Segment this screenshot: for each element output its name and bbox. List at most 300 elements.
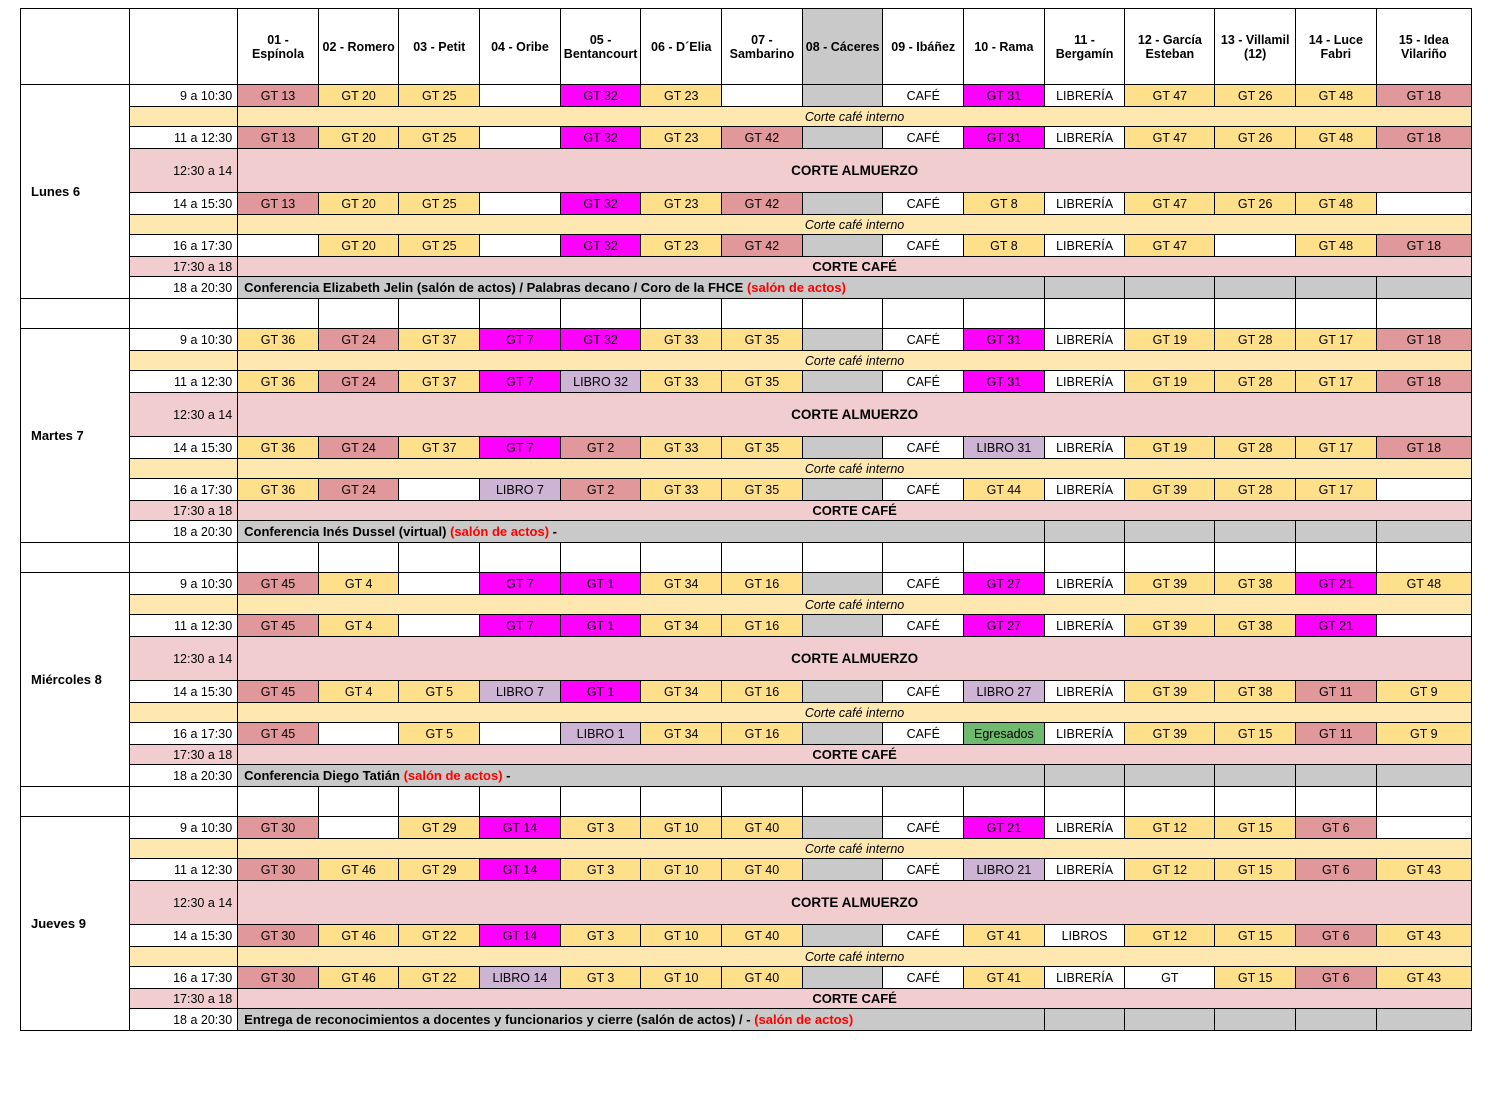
session-cell: GT 31 [964, 329, 1045, 351]
session-cell: LIBRO 7 [480, 479, 561, 501]
spacer-cell [1296, 299, 1377, 329]
session-cell: GT 23 [641, 127, 722, 149]
session-cell: GT 15 [1215, 967, 1296, 989]
corte-almuerzo-band: CORTE ALMUERZO [238, 393, 1472, 437]
session-cell: GT 29 [399, 859, 480, 881]
session-cell: GT 5 [399, 681, 480, 703]
session-cell: GT 2 [560, 479, 641, 501]
spacer-cell [318, 787, 399, 817]
session-cell: GT 16 [722, 681, 803, 703]
session-cell: GT 29 [399, 817, 480, 839]
conference-empty-cell [1376, 765, 1471, 787]
spacer-cell [641, 299, 722, 329]
session-cell [480, 193, 561, 215]
session-cell: GT 10 [641, 925, 722, 947]
session-cell: GT 25 [399, 127, 480, 149]
session-cell: GT 34 [641, 681, 722, 703]
spacer-cell [1376, 299, 1471, 329]
spacer-cell [318, 543, 399, 573]
session-cell: LIBRERÍA [1044, 859, 1125, 881]
conference-venue: (salón de actos) [450, 524, 550, 539]
conference-empty-cell [1125, 277, 1215, 299]
schedule-row [21, 329, 1472, 351]
time-label: 9 a 10:30 [129, 817, 238, 839]
spacer-cell [722, 787, 803, 817]
schedule-row [21, 881, 1472, 925]
session-cell: GT 40 [722, 967, 803, 989]
day-label-1: Lunes 6 [21, 85, 130, 299]
session-cell [1376, 817, 1471, 839]
spacer-cell [129, 543, 238, 573]
session-cell: GT 39 [1125, 681, 1215, 703]
session-cell [802, 479, 883, 501]
conference-title: Conferencia Elizabeth Jelin (salón de actos) / Palabras decano / Coro de la FHCE [244, 280, 747, 295]
schedule-row [21, 521, 1472, 543]
session-cell: GT 35 [722, 329, 803, 351]
corte-cafe-interno-band: Corte café interno [238, 459, 1472, 479]
session-cell: GT 48 [1296, 193, 1377, 215]
spacer-cell [1044, 543, 1125, 573]
session-cell: CAFÉ [883, 859, 964, 881]
time-label: 16 a 17:30 [129, 235, 238, 257]
session-cell: GT 13 [238, 85, 319, 107]
session-cell: GT 37 [399, 329, 480, 351]
session-cell: GT 30 [238, 817, 319, 839]
corte-cafe-interno-left [129, 459, 238, 479]
session-cell: GT 39 [1125, 573, 1215, 595]
column-header-c11: 11 - Bergamín [1044, 9, 1125, 85]
schedule-row [21, 765, 1472, 787]
session-cell: GT 12 [1125, 859, 1215, 881]
session-cell [802, 127, 883, 149]
session-cell: GT 37 [399, 371, 480, 393]
conference-empty-cell [1125, 1009, 1215, 1031]
session-cell: GT 15 [1215, 817, 1296, 839]
session-cell: GT 24 [318, 371, 399, 393]
corte-cafe-interno-left [129, 703, 238, 723]
spacer-cell [318, 299, 399, 329]
session-cell: GT 23 [641, 193, 722, 215]
column-header-c14: 14 - Luce Fabri [1296, 9, 1377, 85]
schedule-row [21, 459, 1472, 479]
schedule-row [21, 745, 1472, 765]
conference-empty-cell [1376, 521, 1471, 543]
session-cell: GT 36 [238, 329, 319, 351]
column-header-c01: 01 - Espínola [238, 9, 319, 85]
session-cell [802, 329, 883, 351]
table-header [21, 9, 1472, 85]
session-cell: GT 15 [1215, 723, 1296, 745]
session-cell: GT 10 [641, 859, 722, 881]
session-cell [1376, 615, 1471, 637]
conference-empty-cell [1296, 521, 1377, 543]
conference-empty-cell [1215, 765, 1296, 787]
session-cell [802, 193, 883, 215]
session-cell: GT 47 [1125, 193, 1215, 215]
session-cell: GT 48 [1296, 127, 1377, 149]
session-cell: GT 25 [399, 235, 480, 257]
column-header-c08: 08 - Cáceres [802, 9, 883, 85]
corte-cafe-band: CORTE CAFÉ [238, 745, 1472, 765]
session-cell: GT 19 [1125, 437, 1215, 459]
session-cell: GT 47 [1125, 85, 1215, 107]
spacer-cell [1215, 787, 1296, 817]
session-cell: GT 13 [238, 193, 319, 215]
spacer-cell [964, 543, 1045, 573]
session-cell: GT 34 [641, 615, 722, 637]
column-header-c07: 07 - Sambarino [722, 9, 803, 85]
session-cell: GT 40 [722, 859, 803, 881]
spacer-cell [560, 787, 641, 817]
session-cell: GT 47 [1125, 235, 1215, 257]
session-cell: CAFÉ [883, 573, 964, 595]
session-cell: GT 14 [480, 817, 561, 839]
spacer-cell [883, 543, 964, 573]
column-header-day [21, 9, 130, 85]
session-cell [1376, 479, 1471, 501]
corte-cafe-interno-band: Corte café interno [238, 215, 1472, 235]
spacer-cell [129, 299, 238, 329]
spacer-cell [480, 543, 561, 573]
corte-cafe-interno-left [129, 839, 238, 859]
session-cell: GT 20 [318, 193, 399, 215]
spacer-row [21, 787, 1472, 817]
session-cell [722, 85, 803, 107]
session-cell: GT 32 [560, 127, 641, 149]
session-cell: GT 3 [560, 967, 641, 989]
session-cell: GT 35 [722, 479, 803, 501]
session-cell: GT 41 [964, 925, 1045, 947]
session-cell: GT 26 [1215, 193, 1296, 215]
session-cell: GT 40 [722, 817, 803, 839]
session-cell: GT 48 [1296, 235, 1377, 257]
time-label: 11 a 12:30 [129, 615, 238, 637]
session-cell: GT 17 [1296, 371, 1377, 393]
session-cell [802, 371, 883, 393]
time-label: 9 a 10:30 [129, 85, 238, 107]
session-cell: GT 35 [722, 437, 803, 459]
session-cell [802, 235, 883, 257]
session-cell: GT 10 [641, 817, 722, 839]
session-cell: GT 18 [1376, 329, 1471, 351]
session-cell: GT 11 [1296, 681, 1377, 703]
schedule-row [21, 479, 1472, 501]
session-cell [1376, 193, 1471, 215]
conference-venue: (salón de actos) [403, 768, 503, 783]
spacer-cell [480, 787, 561, 817]
session-cell: GT 26 [1215, 85, 1296, 107]
session-cell: GT 31 [964, 371, 1045, 393]
spacer-cell [1044, 299, 1125, 329]
session-cell: GT 9 [1376, 723, 1471, 745]
session-cell: GT 16 [722, 723, 803, 745]
session-cell: GT 43 [1376, 925, 1471, 947]
table-body [21, 85, 1472, 1031]
spacer-cell [1125, 543, 1215, 573]
session-cell: GT 13 [238, 127, 319, 149]
session-cell: CAFÉ [883, 615, 964, 637]
corte-cafe-interno-band: Corte café interno [238, 351, 1472, 371]
spacer-cell [1376, 543, 1471, 573]
session-cell: GT [1125, 967, 1215, 989]
schedule-row [21, 393, 1472, 437]
spacer-cell [399, 787, 480, 817]
session-cell: GT 20 [318, 127, 399, 149]
schedule-row [21, 859, 1472, 881]
session-cell: GT 42 [722, 235, 803, 257]
conference-empty-cell [1296, 277, 1377, 299]
spacer-cell [641, 543, 722, 573]
schedule-row [21, 839, 1472, 859]
session-cell: GT 23 [641, 235, 722, 257]
session-cell: GT 28 [1215, 371, 1296, 393]
session-cell: GT 4 [318, 615, 399, 637]
session-cell: GT 34 [641, 573, 722, 595]
session-cell: LIBRERÍA [1044, 193, 1125, 215]
corte-cafe-band: CORTE CAFÉ [238, 257, 1472, 277]
session-cell: LIBRERÍA [1044, 479, 1125, 501]
session-cell: GT 43 [1376, 967, 1471, 989]
session-cell: LIBRO 7 [480, 681, 561, 703]
spacer-cell [560, 543, 641, 573]
session-cell: LIBRERÍA [1044, 371, 1125, 393]
corte-cafe-interno-band: Corte café interno [238, 839, 1472, 859]
column-header-c02: 02 - Romero [318, 9, 399, 85]
schedule-table [20, 8, 1472, 1031]
time-label: 12:30 a 14 [129, 149, 238, 193]
session-cell: GT 45 [238, 723, 319, 745]
session-cell: GT 33 [641, 479, 722, 501]
spacer-cell [722, 299, 803, 329]
schedule-row [21, 193, 1472, 215]
session-cell: GT 1 [560, 573, 641, 595]
schedule-row [21, 637, 1472, 681]
session-cell: LIBRERÍA [1044, 573, 1125, 595]
session-cell: CAFÉ [883, 437, 964, 459]
session-cell: GT 30 [238, 925, 319, 947]
spacer-cell [802, 787, 883, 817]
time-label: 12:30 a 14 [129, 881, 238, 925]
spacer-cell [1215, 299, 1296, 329]
conference-suffix: - [502, 768, 511, 783]
schedule-row [21, 215, 1472, 235]
time-label: 16 a 17:30 [129, 723, 238, 745]
session-cell [802, 681, 883, 703]
session-cell: GT 19 [1125, 371, 1215, 393]
session-cell: GT 18 [1376, 437, 1471, 459]
conference-empty-cell [1215, 521, 1296, 543]
session-cell: GT 7 [480, 371, 561, 393]
session-cell: GT 3 [560, 925, 641, 947]
spacer-cell [480, 299, 561, 329]
session-cell: GT 22 [399, 925, 480, 947]
session-cell: GT 17 [1296, 329, 1377, 351]
conference-venue: (salón de actos) [746, 280, 846, 295]
corte-almuerzo-band: CORTE ALMUERZO [238, 637, 1472, 681]
session-cell: GT 7 [480, 615, 561, 637]
day-label-4: Jueves 9 [21, 817, 130, 1031]
spacer-cell [1296, 787, 1377, 817]
conference-title: Entrega de reconocimientos a docentes y funcionarios y cierre (salón de actos) / - [244, 1012, 755, 1027]
session-cell: GT 24 [318, 437, 399, 459]
session-cell: GT 4 [318, 573, 399, 595]
session-cell: GT 37 [399, 437, 480, 459]
session-cell: GT 35 [722, 371, 803, 393]
session-cell [399, 615, 480, 637]
session-cell: GT 47 [1125, 127, 1215, 149]
session-cell [802, 437, 883, 459]
session-cell: GT 33 [641, 437, 722, 459]
session-cell: GT 45 [238, 681, 319, 703]
corte-cafe-interno-band: Corte café interno [238, 947, 1472, 967]
time-label: 16 a 17:30 [129, 967, 238, 989]
spacer-cell [802, 543, 883, 573]
session-cell: LIBRO 27 [964, 681, 1045, 703]
schedule-row [21, 615, 1472, 637]
corte-cafe-band: CORTE CAFÉ [238, 989, 1472, 1009]
spacer-cell [21, 299, 130, 329]
conference-empty-cell [1296, 1009, 1377, 1031]
corte-cafe-interno-left [129, 107, 238, 127]
session-cell: GT 6 [1296, 967, 1377, 989]
schedule-row [21, 257, 1472, 277]
session-cell: GT 4 [318, 681, 399, 703]
session-cell: GT 7 [480, 329, 561, 351]
session-cell: GT 30 [238, 967, 319, 989]
spacer-cell [399, 299, 480, 329]
session-cell: GT 18 [1376, 235, 1471, 257]
session-cell: GT 36 [238, 437, 319, 459]
time-label: 12:30 a 14 [129, 637, 238, 681]
session-cell: GT 33 [641, 371, 722, 393]
time-label: 14 a 15:30 [129, 193, 238, 215]
conference-empty-cell [1215, 1009, 1296, 1031]
spacer-cell [21, 787, 130, 817]
session-cell: GT 32 [560, 329, 641, 351]
session-cell: CAFÉ [883, 817, 964, 839]
corte-cafe-interno-band: Corte café interno [238, 595, 1472, 615]
schedule-row [21, 947, 1472, 967]
session-cell [480, 127, 561, 149]
session-cell: GT 31 [964, 127, 1045, 149]
time-label: 14 a 15:30 [129, 925, 238, 947]
session-cell: GT 3 [560, 817, 641, 839]
session-cell: GT 6 [1296, 817, 1377, 839]
session-cell: GT 5 [399, 723, 480, 745]
spacer-cell [21, 543, 130, 573]
schedule-row [21, 1009, 1472, 1031]
session-cell: LIBRERÍA [1044, 127, 1125, 149]
session-cell [1215, 235, 1296, 257]
session-cell: GT 7 [480, 437, 561, 459]
session-cell: GT 46 [318, 925, 399, 947]
column-header-c15: 15 - Idea Vilariño [1376, 9, 1471, 85]
schedule-row [21, 85, 1472, 107]
session-cell: GT 38 [1215, 573, 1296, 595]
session-cell [802, 615, 883, 637]
session-cell: LIBRERÍA [1044, 329, 1125, 351]
session-cell: GT 28 [1215, 329, 1296, 351]
column-header-time [129, 9, 238, 85]
corte-cafe-interno-band: Corte café interno [238, 703, 1472, 723]
day-label-2: Martes 7 [21, 329, 130, 543]
schedule-row [21, 235, 1472, 257]
conference-empty-cell [1376, 277, 1471, 299]
session-cell: GT 39 [1125, 723, 1215, 745]
session-cell: GT 32 [560, 235, 641, 257]
time-label: 11 a 12:30 [129, 859, 238, 881]
session-cell: GT 24 [318, 329, 399, 351]
conference-empty-cell [1044, 521, 1125, 543]
session-cell: GT 6 [1296, 859, 1377, 881]
spacer-cell [1044, 787, 1125, 817]
session-cell: GT 28 [1215, 479, 1296, 501]
session-cell: LIBRERÍA [1044, 967, 1125, 989]
spacer-cell [802, 299, 883, 329]
session-cell: GT 26 [1215, 127, 1296, 149]
schedule-row [21, 501, 1472, 521]
session-cell: GT 12 [1125, 925, 1215, 947]
corte-cafe-band: CORTE CAFÉ [238, 501, 1472, 521]
session-cell: GT 20 [318, 235, 399, 257]
spacer-cell [399, 543, 480, 573]
session-cell: GT 17 [1296, 437, 1377, 459]
schedule-row [21, 681, 1472, 703]
conference-title: Conferencia Diego Tatián [244, 768, 404, 783]
session-cell: GT 18 [1376, 85, 1471, 107]
conference-empty-cell [1215, 277, 1296, 299]
session-cell [238, 235, 319, 257]
session-cell: GT 39 [1125, 479, 1215, 501]
session-cell: CAFÉ [883, 925, 964, 947]
session-cell: GT 12 [1125, 817, 1215, 839]
session-cell: GT 6 [1296, 925, 1377, 947]
conference-empty-cell [1376, 1009, 1471, 1031]
session-cell: GT 45 [238, 615, 319, 637]
conference-suffix: - [549, 524, 557, 539]
spacer-cell [238, 299, 319, 329]
conference-empty-cell [1125, 521, 1215, 543]
session-cell [318, 723, 399, 745]
schedule-row [21, 127, 1472, 149]
session-cell: GT 30 [238, 859, 319, 881]
schedule-row [21, 925, 1472, 947]
session-cell: LIBRERÍA [1044, 817, 1125, 839]
time-label: 9 a 10:30 [129, 329, 238, 351]
session-cell: CAFÉ [883, 723, 964, 745]
time-label: 18 a 20:30 [129, 765, 238, 787]
session-cell: GT 33 [641, 329, 722, 351]
corte-cafe-interno-left [129, 947, 238, 967]
session-cell: GT 24 [318, 479, 399, 501]
session-cell [802, 817, 883, 839]
session-cell: CAFÉ [883, 681, 964, 703]
column-header-c05: 05 - Bentancourt [560, 9, 641, 85]
schedule-row [21, 967, 1472, 989]
column-header-c12: 12 - García Esteban [1125, 9, 1215, 85]
session-cell: GT 22 [399, 967, 480, 989]
session-cell: LIBRO 21 [964, 859, 1045, 881]
session-cell: GT 43 [1376, 859, 1471, 881]
spacer-cell [1125, 299, 1215, 329]
session-cell [480, 235, 561, 257]
schedule-row [21, 595, 1472, 615]
conference-empty-cell [1044, 277, 1125, 299]
conference-label [238, 521, 1045, 543]
session-cell: LIBRERÍA [1044, 85, 1125, 107]
spacer-cell [641, 787, 722, 817]
time-label: 17:30 a 18 [129, 745, 238, 765]
